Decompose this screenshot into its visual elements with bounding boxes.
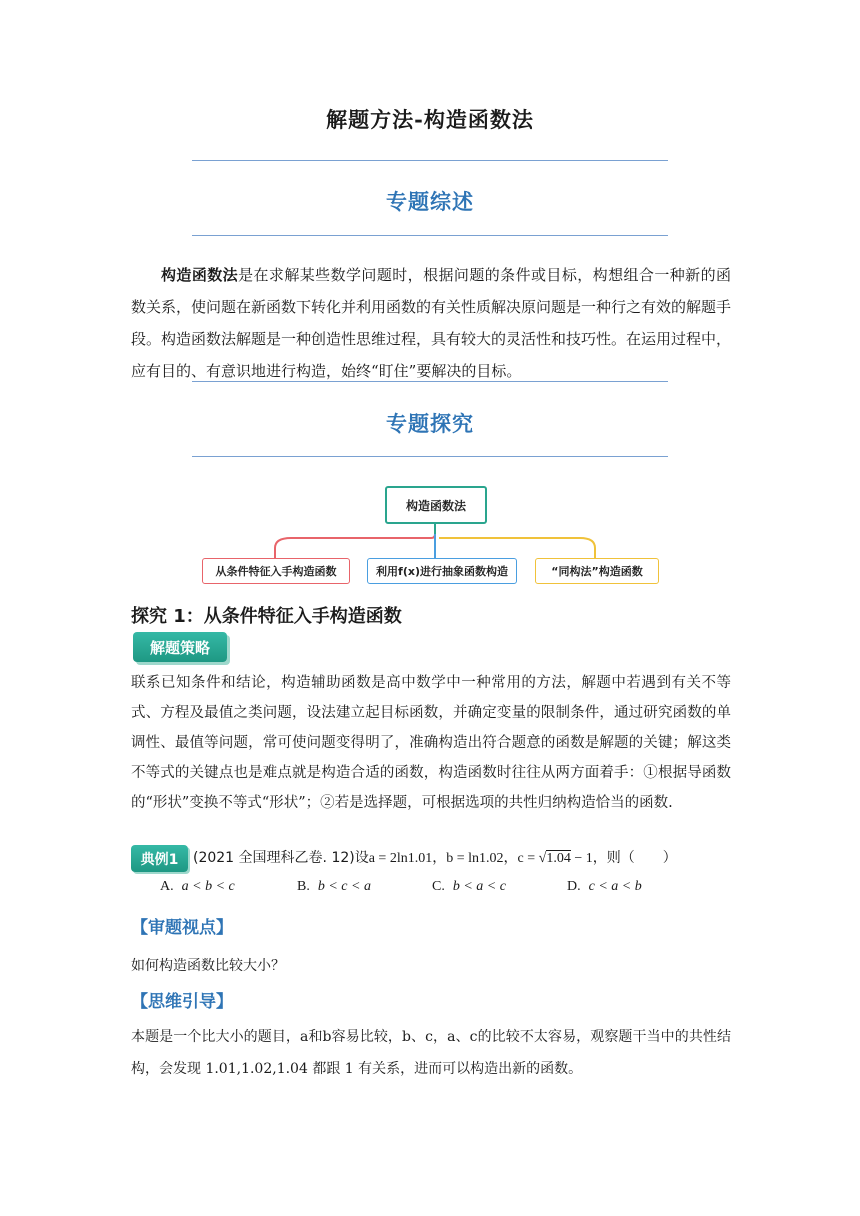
section-heading-explore: 专题探究: [386, 412, 474, 436]
option-c[interactable]: [432, 878, 506, 895]
option-label: B.: [297, 879, 310, 894]
example-ask: ，则（ ）: [592, 850, 677, 866]
mindmap-root-node: 构造函数法: [385, 486, 487, 524]
viewpoint-text: 如何构造函数比较大小？: [131, 958, 285, 974]
option-d[interactable]: [567, 878, 642, 895]
option-label: C.: [432, 879, 445, 894]
sqrt-sign: √: [538, 851, 547, 866]
option-expr: b < a < c: [452, 879, 506, 894]
option-a[interactable]: [160, 878, 235, 895]
example-a-def: a = 2ln1.01: [368, 851, 433, 866]
guide-paragraph: 本题是一个比大小的题目，a和b容易比较，b、c，a、c的比较不太容易，观察题干当中的共性结构，会发现 1.01,1.02,1.04 都跟 1 有关系，进而可以构造出新的函数。: [131, 1029, 731, 1077]
option-expr: a < b < c: [181, 879, 235, 894]
section-heading-overview: 专题综述: [386, 190, 474, 214]
mindmap-diagram: [195, 482, 665, 586]
example-badge: 典例1: [131, 845, 188, 872]
example-c-suffix: − 1: [570, 851, 593, 866]
answer-options: [160, 878, 720, 900]
option-b[interactable]: [297, 878, 371, 895]
strategy-paragraph: 联系已知条件和结论，构造辅助函数是高中数学中一种常用的方法，解题中若遇到有关不等式、方程及最值之类问题，设法建立起目标函数，并确定变量的限制条件，通过研究函数的单调性、最值等问题，常可使问题变得明了，准确构造出符合题意的函数是解题的关键；解这类不等式的关键点也是难点就是构造合适的函数，构造函数时往往从两方面着手：①根据导函数的“形状”变换不等式“形状”；②若是选择题，可根据选项的共性归纳构造恰当的函数.: [131, 675, 731, 811]
divider: [192, 160, 668, 161]
divider: [192, 235, 668, 236]
example-source: (2021 全国理科乙卷. 12): [193, 850, 355, 866]
overview-bold-lead: 构造函数法: [161, 266, 239, 284]
overview-body: 是在求解某些数学问题时，根据问题的条件或目标，构想组合一种新的函数关系，使问题在新函数下转化并利用函数的有关性质解决原问题是一种行之有效的解题手段。构造函数法解题是一种创造性思维过程，具有较大的灵活性和技巧性。在运用过程中，应有目的、有意识地进行构造，始终“盯住”要解决的目标。: [131, 266, 732, 380]
viewpoint-heading: 【审题视点】: [131, 918, 233, 938]
example-c-def: [518, 850, 593, 866]
mindmap-child-node: 利用f(x)进行抽象函数构造: [367, 558, 517, 584]
example-c-radicand: 1.04: [546, 851, 571, 866]
example-question: (2021 全国理科乙卷. 12)设a = 2ln1.01，b = ln1.02，c = √1.04 − 1，则（ ）: [193, 850, 677, 866]
mindmap-child-node: 从条件特征入手构造函数: [202, 558, 350, 584]
example-c-prefix: c =: [517, 851, 539, 866]
mindmap-child-node: “同构法”构造函数: [535, 558, 659, 584]
guide-heading: 【思维引导】: [131, 992, 233, 1012]
connector-left: [275, 534, 435, 558]
example-b-def: b = ln1.02: [446, 851, 504, 866]
explore1-heading: 探究 1：从条件特征入手构造函数: [131, 606, 402, 627]
option-label: A.: [160, 879, 174, 894]
page-title: 解题方法-构造函数法: [326, 107, 534, 132]
connector-right: [439, 538, 595, 558]
option-label: D.: [567, 879, 581, 894]
strategy-badge: 解题策略: [133, 632, 227, 662]
overview-paragraph: [131, 259, 731, 387]
option-expr: c < a < b: [588, 879, 642, 894]
divider: [192, 381, 668, 382]
example-set: 设: [354, 850, 369, 866]
divider: [192, 456, 668, 457]
option-expr: b < c < a: [317, 879, 371, 894]
